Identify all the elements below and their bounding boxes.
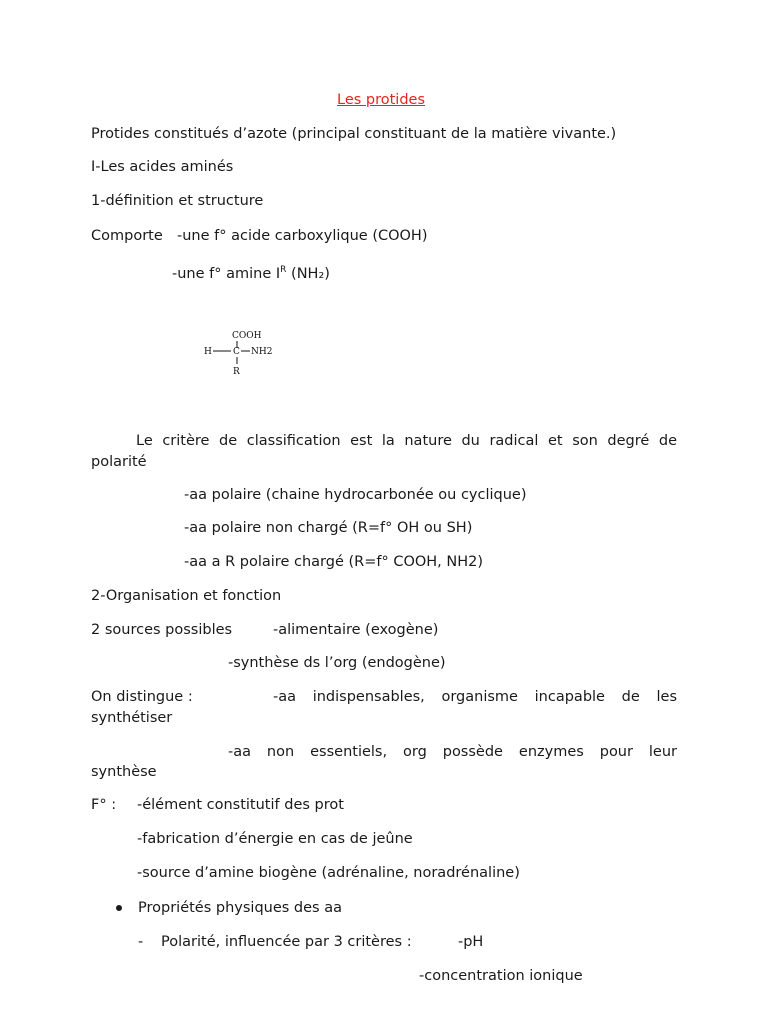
classification-criterion-line1: Le critère de classification est la nature du radical et son degré de: [136, 433, 677, 449]
amino-acid-structure-figure: [138, 296, 406, 414]
distingue-label: On distingue :: [91, 689, 193, 705]
structure-h: H: [204, 347, 212, 357]
polarite-text: Polarité, influencée par 3 critères :: [161, 934, 412, 950]
fonction-item-energie: -fabrication d’énergie en cas de jeûne: [137, 831, 413, 847]
polarite-item-concentration: -concentration ionique: [419, 968, 583, 984]
comporte-item-cooh: -une f° acide carboxylique (COOH): [177, 228, 428, 244]
intro-text: Protides constitués d’azote (principal constituant de la matière vivante.): [91, 126, 617, 142]
comporte-label: Comporte: [91, 228, 163, 244]
subheading-definition: 1-définition et structure: [91, 193, 264, 209]
class-item-non-charge: -aa polaire non chargé (R=f° OH ou SH): [184, 520, 473, 536]
bullet-proprietes-physiques: Propriétés physiques des aa: [138, 900, 342, 916]
structure-cooh: COOH: [232, 331, 262, 341]
fonction-item-constitutif: -élément constitutif des prot: [137, 797, 344, 813]
comporte-item-amine: [172, 260, 330, 284]
dash-marker: -: [138, 934, 144, 950]
page-title: Les protides: [337, 92, 426, 108]
structure-nh2: NH2: [251, 347, 273, 357]
structure-c: C: [233, 347, 240, 357]
amino-acid-structure-diagram: [138, 296, 406, 414]
amine-formula: (NH₂): [286, 265, 330, 282]
sources-item-endogene: -synthèse ds l’org (endogène): [228, 655, 446, 671]
sources-label: 2 sources possibles: [91, 622, 233, 638]
distingue-item-non-essentiels-line2: synthèse: [91, 764, 157, 780]
subheading-organisation: 2-Organisation et fonction: [91, 588, 282, 604]
fonction-item-amine: -source d’amine biogène (adrénaline, noradrénaline): [137, 865, 520, 881]
class-item-charge: -aa a R polaire chargé (R=f° COOH, NH2): [184, 554, 484, 570]
amine-superscript: R: [280, 265, 287, 275]
bullet-icon: [116, 905, 122, 911]
fonction-label: F° :: [91, 797, 117, 813]
sources-item-exogene: -alimentaire (exogène): [273, 622, 439, 638]
class-item-polaire: -aa polaire (chaine hydrocarbonée ou cyclique): [184, 487, 527, 503]
structure-r: R: [233, 367, 240, 377]
classification-criterion-line2: polarité: [91, 454, 147, 470]
polarite-item-ph: -pH: [458, 934, 484, 950]
amine-text: -une f° amine I: [172, 265, 281, 282]
distingue-item-non-essentiels-line1: -aa non essentiels, org possède enzymes pour leur: [228, 744, 677, 760]
section-heading-acides-amines: I-Les acides aminés: [91, 159, 234, 175]
distingue-item-indispensables-line1: -aa indispensables, organisme incapable de les: [273, 689, 677, 705]
distingue-item-indispensables-line2: synthétiser: [91, 710, 173, 726]
